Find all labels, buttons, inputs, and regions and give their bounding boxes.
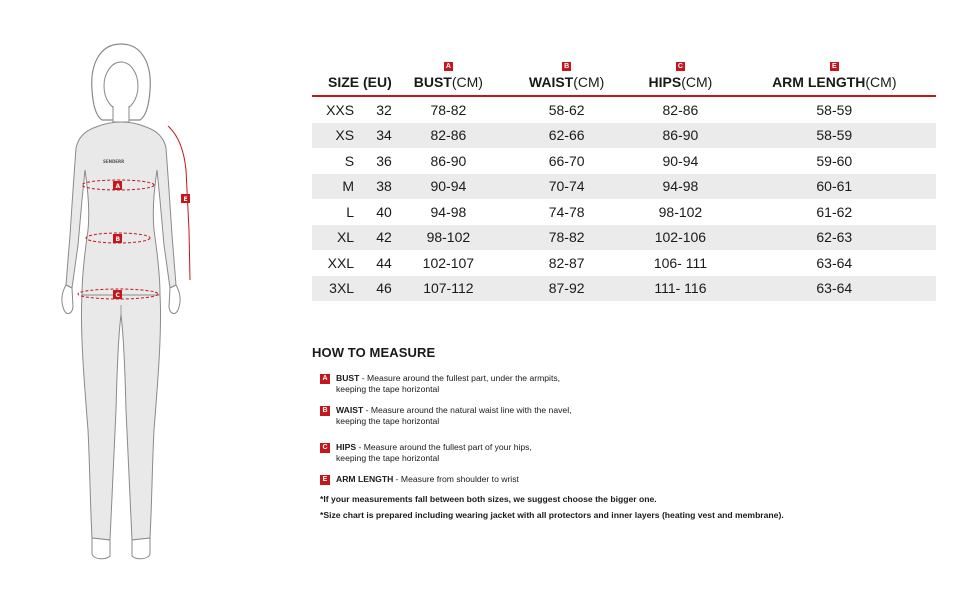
waist-cell: 70-74 <box>505 174 628 200</box>
size-chart-table <box>312 50 936 301</box>
table-row <box>312 250 936 276</box>
size-code: XS <box>312 123 354 149</box>
waist-cell: 66-70 <box>548 152 585 169</box>
waist-cell: 78-82 <box>505 225 628 251</box>
arm-cell: 63-64 <box>816 254 853 271</box>
size-eu: 40 <box>376 203 392 220</box>
size-eu: 42 <box>354 225 392 251</box>
note-size-chart: *Size chart is prepared including wearing jacket with all protectors and inner layers (heating vest and membrane). <box>320 510 784 520</box>
chest-logo <box>103 159 124 164</box>
arm-cell: 60-61 <box>733 174 936 200</box>
table-row <box>312 199 936 225</box>
size-eu: 38 <box>354 174 392 200</box>
measure-item-bust: A BUST - Measure around the fullest part, under the armpits, keeping the tape horizontal <box>312 373 952 395</box>
marker-a-icon <box>113 181 122 190</box>
waist-cell: 74-78 <box>548 203 585 220</box>
waist-cell: 62-66 <box>505 123 628 149</box>
chest-logo-text: SENDERR <box>103 159 125 164</box>
bust-cell: 86-90 <box>430 152 467 169</box>
size-eu: 34 <box>354 123 392 149</box>
badge-c-icon: C <box>677 63 683 70</box>
arm-cell: 58-59 <box>816 101 853 118</box>
marker-e-icon <box>181 194 190 203</box>
measure-item-waist: B WAIST - Measure around the natural waist line with the navel, keeping the tape horizontal <box>312 405 952 427</box>
bust-cell: 107-112 <box>392 276 505 302</box>
header-waist: B WAIST(CM) <box>505 50 628 96</box>
badge-c-icon: C <box>320 443 330 453</box>
size-code: L <box>346 203 355 220</box>
size-code: 3XL <box>312 276 354 302</box>
arm-cell: 61-62 <box>816 203 853 220</box>
arm-cell: 59-60 <box>816 152 853 169</box>
hips-cell: 111- 116 <box>628 276 732 302</box>
badge-e-icon: E <box>320 475 330 485</box>
size-eu: 46 <box>354 276 392 302</box>
size-code: XXL <box>327 254 355 271</box>
size-code: S <box>344 152 355 169</box>
table-row <box>312 174 936 200</box>
size-code: M <box>312 174 354 200</box>
header-hips: C HIPS(CM) <box>628 50 732 96</box>
svg-text:B: B <box>115 236 121 243</box>
table-row <box>312 276 936 302</box>
bust-cell: 78-82 <box>430 101 467 118</box>
size-code: XL <box>312 225 354 251</box>
hips-cell: 94-98 <box>628 174 732 200</box>
badge-b-icon: B <box>564 63 570 70</box>
bust-cell: 82-86 <box>392 123 505 149</box>
header-size: SIZE (EU) <box>312 50 392 96</box>
header-bust: A BUST(CM) <box>392 50 505 96</box>
body-figure-illustration <box>36 30 206 590</box>
waist-cell: 58-62 <box>548 101 585 118</box>
hips-cell: 106- 111 <box>653 254 708 271</box>
svg-text:C: C <box>115 292 120 299</box>
marker-b-icon <box>113 234 122 243</box>
table-row <box>312 96 936 123</box>
body-silhouette <box>36 30 206 590</box>
table-body <box>312 96 936 301</box>
svg-text:A: A <box>115 183 121 190</box>
bust-cell: 98-102 <box>392 225 505 251</box>
badge-b-icon: B <box>320 406 330 416</box>
arm-cell: 62-63 <box>733 225 936 251</box>
measure-item-hips: C HIPS - Measure around the fullest part of your hips, keeping the tape horizontal <box>312 442 952 464</box>
size-eu: 32 <box>376 101 392 118</box>
hips-cell: 86-90 <box>628 123 732 149</box>
hips-cell: 82-86 <box>662 101 699 118</box>
table-row <box>312 225 936 251</box>
marker-c-icon <box>113 290 122 299</box>
how-to-measure-title: HOW TO MEASURE <box>312 345 436 360</box>
badge-a-icon: A <box>320 374 330 384</box>
table-header-row <box>312 50 936 96</box>
bust-cell: 94-98 <box>430 203 467 220</box>
table-row <box>312 148 936 174</box>
bust-cell: 102-107 <box>422 254 475 271</box>
measure-item-arm-length: E ARM LENGTH - Measure from shoulder to wrist <box>312 474 952 485</box>
table-row <box>312 123 936 149</box>
size-code: XXS <box>326 101 355 118</box>
hips-cell: 102-106 <box>628 225 732 251</box>
waist-cell: 87-92 <box>505 276 628 302</box>
badge-a-icon: A <box>445 63 451 70</box>
note-between-sizes: *If your measurements fall between both sizes, we suggest choose the bigger one. <box>320 494 657 504</box>
svg-text:E: E <box>183 196 188 203</box>
hips-cell: 98-102 <box>658 203 703 220</box>
how-to-measure-section <box>312 345 952 521</box>
bust-cell: 90-94 <box>392 174 505 200</box>
arm-cell: 63-64 <box>733 276 936 302</box>
arm-cell: 58-59 <box>733 123 936 149</box>
badge-e-icon: E <box>830 62 839 71</box>
size-eu: 36 <box>376 152 392 169</box>
size-eu: 44 <box>376 254 392 271</box>
hips-cell: 90-94 <box>662 152 699 169</box>
waist-cell: 82-87 <box>548 254 585 271</box>
header-arm-length: E ARM LENGTH(CM) <box>733 50 936 96</box>
